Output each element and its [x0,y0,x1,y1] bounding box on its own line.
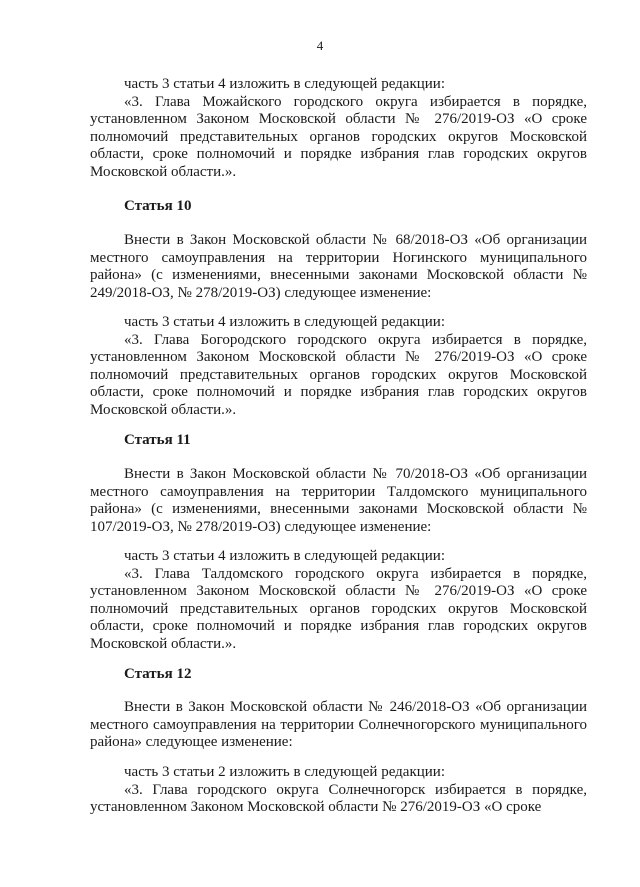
article-12-body [90,699,587,752]
article-12-heading: Статья 12 [124,666,192,682]
article-10-text: Внести в Закон Московской области № 68/2018-ОЗ «Об организации местного самоуправления на территории Ногинского муниципального района» (с изменениями, внесенными законами Московской области № 249/2018-ОЗ, № 278/2019-ОЗ) следующее изменение: [90,232,587,301]
article-11-body [90,466,587,536]
amendment-quote: «3. Глава Можайского городского округа избирается в порядке, установленном Законом Московской области № 276/2019-ОЗ «О сроке полномочий представительных органов городских округов Московской области, сроке полномочий и порядке избрания глав городских округов Московской области.». [90,93,587,180]
amendment-quote: «3. Глава Богородского городского округа избирается в порядке, установленном Законом Московской области № 276/2019-ОЗ «О сроке полномочий представительных органов городских округов Московской области, сроке полномочий и порядке избрания глав городских округов Московской области.». [90,331,587,418]
amendment-intro: часть 3 статьи 4 изложить в следующей редакции: [124,76,445,92]
amendment-block-9-end [90,76,587,182]
article-10-body [90,232,587,302]
article-11-heading: Статья 11 [124,432,191,448]
amendment-intro: часть 3 статьи 4 изложить в следующей редакции: [124,314,445,330]
amendment-quote: «3. Глава Талдомского городского округа избирается в порядке, установленном Законом Московской области № 276/2019-ОЗ «О сроке полномочий представительных органов городских округов Московской области, сроке полномочий и порядке избрания глав городских округов Московской области.». [90,565,587,652]
article-12-text: Внести в Закон Московской области № 246/2018-ОЗ «Об организации местного самоуправления на территории Солнечногорского муниципального района» следующее изменение: [90,699,587,751]
amendment-intro: часть 3 статьи 2 изложить в следующей редакции: [124,764,445,780]
amendment-intro: часть 3 статьи 4 изложить в следующей редакции: [124,548,445,564]
article-10-amendment [90,314,587,420]
article-11-text: Внести в Закон Московской области № 70/2018-ОЗ «Об организации местного самоуправления на территории Талдомского муниципального района» (с изменениями, внесенными законами Московской области № 107/2019-ОЗ, № 278/2019-ОЗ) следующее изменение: [90,466,587,535]
amendment-quote: «3. Глава городского округа Солнечногорск избирается в порядке, установленном Законом Московской области № 276/2019-ОЗ «О сроке [90,781,587,816]
article-12-amendment [90,764,587,817]
page-number: 4 [316,38,324,53]
article-11-amendment [90,548,587,654]
article-10-heading: Статья 10 [124,198,192,214]
